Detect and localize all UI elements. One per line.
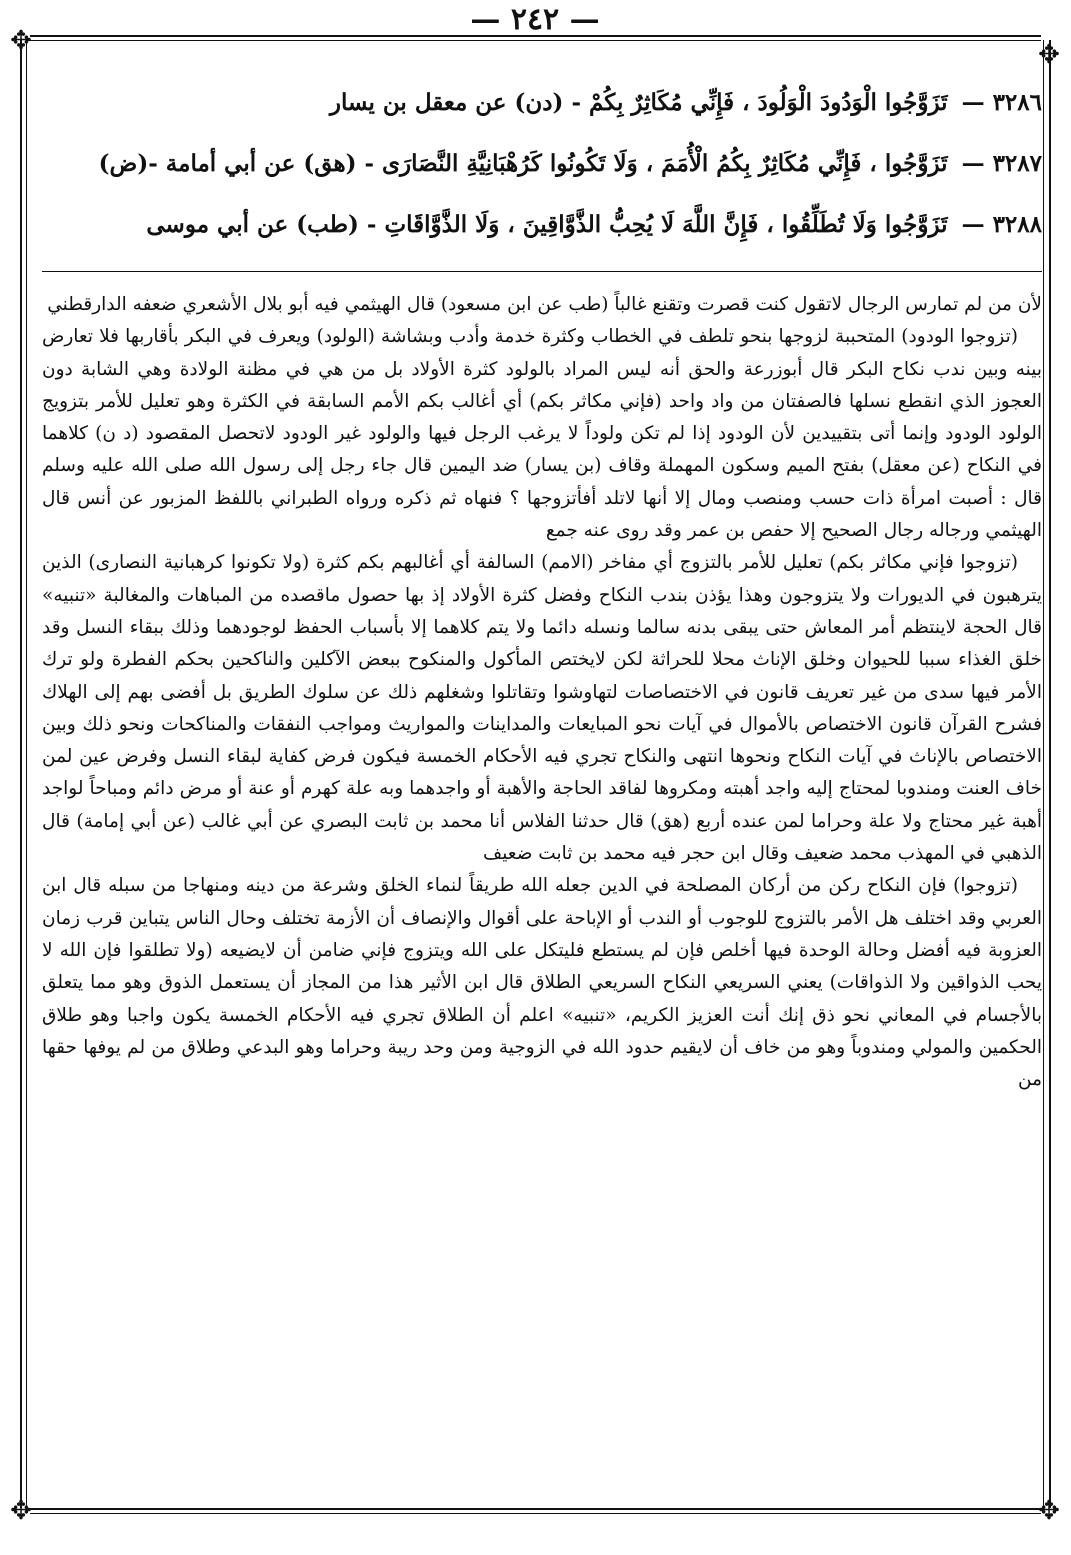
hadith-text: تَزَوَّجُوا الْوَدُودَ الْوَلُودَ ، فَإِنِّي مُكَاثِرٌ بِكُمْ - (دن) عن معقل بن يسار — [329, 89, 948, 116]
frame-border-bottom-inner — [30, 1513, 1041, 1514]
section-divider — [42, 271, 1042, 272]
hadith-item — [42, 72, 1042, 133]
commentary-paragraph: (تزوجوا فإني مكاثر بكم) تعليل للأمر بالتزوج أي مفاخر (الامم) السالفة أي أغالبهم بكم كثرة (ولا تكونوا كرهبانية النصارى) الذين يترهبون في الديورات ولا يتزوجون وهذا يؤذن بندب النكاح وفضل كثرة الأولاد إذ بها حصول ماقصده من المباهات والمغالبة «تنبيه» قال الحجة لاينتظم أمر المعاش حتى يبقى بدنه سالما ونسله دائما ولا يتم كلاهما إلا بأسباب الحفظ لوجودهما وذلك ببقاء النسل وقد خلق الغذاء سببا للحيوان وخلق الإناث محلا للحراثة لكن لايختص المأكول والمنكوح ببعض الآكلين والناكحين بحكم الفطرة ولو ترك الأمر فيها سدى من غير تعريف قانون في الاختصاصات لتهاوشوا وتقاتلوا وشغلهم ذلك عن سلوك الطريق بل أفضى بهم إلى الهلاك فشرح القرآن قانون الاختصاص بالأموال في آيات نحو المبايعات والمداينات والمواريث ومواجب النفقات والمناكحات ونحو ذلك وبين الاختصاص بالإناث في آيات النكاح ونحوها انتهى والنكاح تجري فيه الأحكام الخمسة فيكون فرض كفاية لبقاء النسل وفرض عين لمن خاف العنت ومندوبا لمحتاج إليه واجد أهبته ومكروها لفاقد الحاجة والأهبة أو واجدهما وبه علة كهرم أو عنة أو مرض دائم ومباحاً لواجد أهبة غير محتاج ولا علة وحراما لمن عنده أربع (هق) قال حدثنا الفلاس أنا محمد بن ثابت البصري عن أبي غالب (عن أبي إمامة) قال الذهبي في المهذب محمد ضعيف وقال ابن حجر فيه محمد بن ثابت ضعيف — [42, 552, 1042, 865]
hadith-text: تَزَوَّجُوا ، فَإِنِّي مُكَاثِرٌ بِكُمُ الْأُمَمَ ، وَلَا تَكُونُوا كَرُهْبَانِيَّةِ النَّصَارَى - (هق) عن أبي أمامة -(ض) — [98, 150, 948, 177]
frame-border-right — [1049, 40, 1051, 1508]
ornament-flower-icon: ✥ — [10, 1496, 32, 1526]
frame-border-bottom — [30, 1508, 1041, 1510]
hadith-number: ٣٢٨٦ — — [961, 89, 1042, 116]
commentary-paragraph: (تزوجوا) فإن النكاح ركن من أركان المصلحة في الدين جعله الله طريقاً لنماء الخلق وشرعة من دينه ومنهاجا من سبله قال ابن العربي وقد اختلف هل الأمر بالتزوج للوجوب أو الندب أو الإباحة على أقوال والإنصاف أن الأزمة تختلف وحال الناس يتباين قرب زمان العزوبة فيه أفضل وحالة الوحدة فيها أخلص فإن لم يستطع فليتكل على الله ويتزوج فإني ضامن أن لايضيعه (ولا تطلقوا فإن الله لا يحب الذواقين ولا الذواقات) يعني السريعي النكاح السريعي الطلاق قال ابن الأثير هذا من المجاز أن يستعمل الذوق وهو مما يتعلق بالأجسام في المعاني نحو ذق إنك أنت العزيز الكريم، «تنبيه» اعلم أن الطلاق تجري فيه الأحكام الخمسة يكون واجبا وهو طلاق الحكمين والمولي ومندوباً وهو من خاف أن لايقيم حدود الله في الزوجية ومن وحد ريبة وحراما وهو البدعي وطلاق من لم يوفها حقها من — [42, 875, 1042, 1091]
hadith-item — [42, 133, 1042, 194]
hadith-text: تَزَوَّجُوا وَلَا تُطَلِّقُوا ، فَإِنَّ اللَّهَ لَا يُحِبُّ الذَّوَّاقِينَ ، وَلَا الذَّوَّاقَاتِ - (طب) عن أبي موسى — [146, 211, 948, 238]
frame-border-left-inner — [26, 40, 27, 1508]
frame-border-left — [20, 40, 22, 1508]
frame-border-top-inner — [30, 40, 1041, 41]
frame-border-right-inner — [1043, 40, 1044, 1508]
hadith-number: ٣٢٨٧ — — [961, 150, 1042, 177]
commentary-paragraph: لأن من لم تمارس الرجال لاتقول كنت قصرت وتقنع غالباً (طب عن ابن مسعود) قال الهيثمي فيه أبو بلال الأشعري ضعفه الدارقطني — [47, 294, 1042, 315]
ornament-flower-icon: ✥ — [1038, 1496, 1060, 1526]
page-number: — ٢٤٢ — — [470, 2, 600, 37]
ornament-flower-icon: ✥ — [1038, 40, 1060, 70]
commentary-paragraph: (تزوجوا الودود) المتحببة لزوجها بنحو تلطف في الخطاب وكثرة خدمة وأدب وبشاشة (الولود) ويعرف في البكر بأقاربها فلا تعارض بينه وبين ندب نكاح البكر قال أبوزرعة والحق أنه ليس المراد بالولود كثرة الأولاد بل من هي في مظنة الولادة وهي الشابة دون العجوز الذي انقطع نسلها فالصفتان من واد واحد (فإني مكاثر بكم) أي أغالب بكم الأمم السابقة في الكثرة وهو تعليل للأمر بتزويج الولود الودود وإنما أتى بتقييدين لأن الودود إذا لم تكن ولوداً لا يرغب الرجل فيها والولود غير الودود لاتحصل المقصود (د ن) كلاهما في النكاح (عن معقل) بفتح الميم وسكون المهملة وقاف (بن يسار) ضد اليمين قال جاء رجل إلى رسول الله صلى الله عليه وسلم قال : أصبت امرأة ذات حسب ومنصب ومال إلا أنها لاتلد أفأتزوجها ؟ فنهاه ثم ذكره ورواه الطبراني باللفظ المزبور عن أنس قال الهيثمي ورجاله رجال الصحيح إلا حفص بن عمر وقد روى عنه جمع — [42, 326, 1042, 542]
ornament-flower-icon: ✥ — [10, 26, 32, 56]
commentary-body — [42, 289, 1042, 1499]
hadith-list — [42, 72, 1042, 255]
hadith-number: ٣٢٨٨ — — [961, 211, 1042, 238]
hadith-item — [42, 194, 1042, 255]
